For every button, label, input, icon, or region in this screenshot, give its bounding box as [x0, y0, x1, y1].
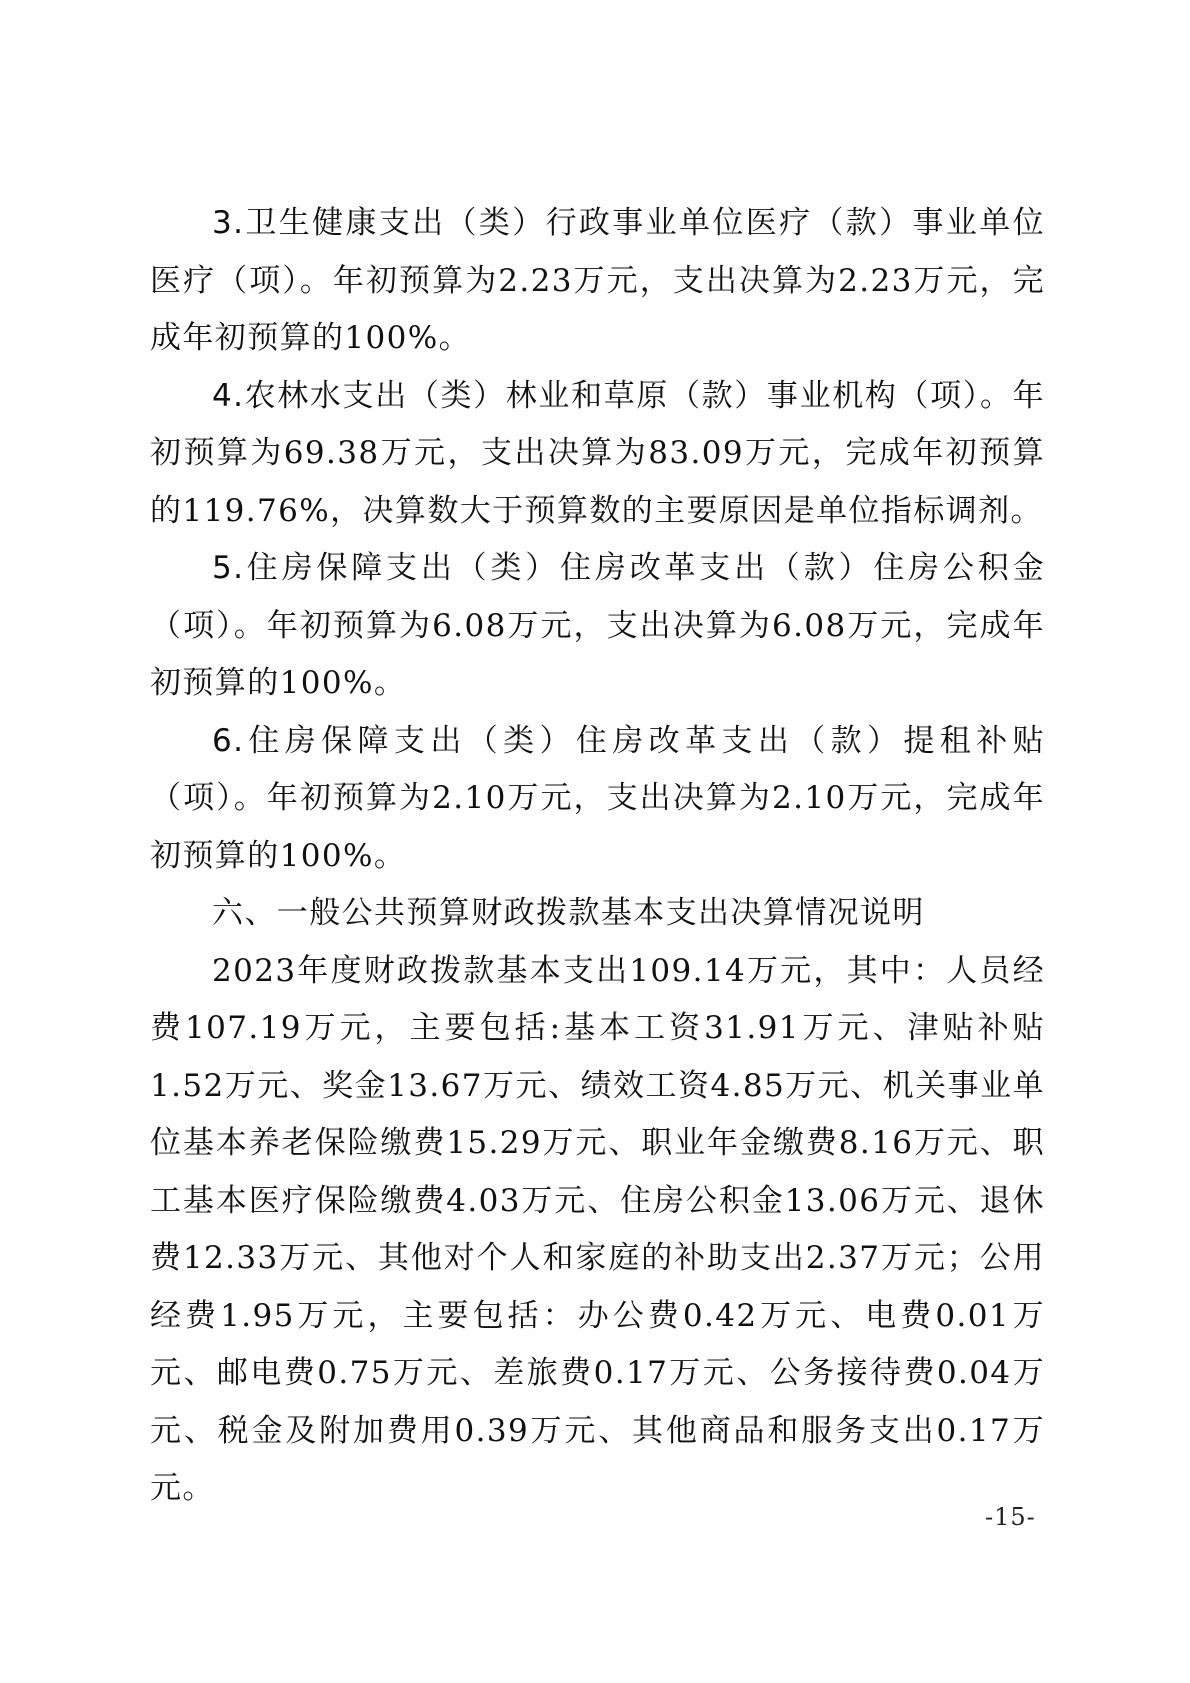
item-4-heading: 4.农林水支出（类）林业和草原（款）事业机构（项）。 — [212, 377, 1013, 414]
item-5-paragraph — [150, 540, 1045, 713]
item-4-body: 年初预算为69.38万元，支出决算为83.09万元，完成年初预算的119.76%，决算数大于预算数的主要原因是单位指标调剂。 — [150, 377, 1045, 529]
document-page — [150, 195, 1045, 1518]
item-3-heading: 3.卫生健康支出（类）行政事业单位医疗（款）事业单位医疗（项）。 — [150, 205, 1045, 299]
item-4-paragraph — [150, 368, 1045, 541]
item-5-heading: 5.住房保障支出（类）住房改革支出（款）住房公积金（项）。 — [150, 550, 1045, 644]
item-3-paragraph — [150, 195, 1045, 368]
page-number: -15- — [985, 1503, 1036, 1531]
item-6-heading: 6.住房保障支出（类）住房改革支出（款）提租补贴（项）。 — [150, 722, 1045, 816]
section-title: 六、一般公共预算财政拨款基本支出决算情况说明 — [212, 895, 925, 931]
item-3-body: 年初预算为2.23万元，支出决算为2.23万元，完成年初预算的100%。 — [150, 262, 1046, 356]
item-6-body: 年初预算为2.10万元，支出决算为2.10万元，完成年初预算的100%。 — [150, 780, 1045, 874]
section-body: 2023年度财政拨款基本支出109.14万元，其中：人员经费107.19万元，主要包括:基本工资31.91万元、津贴补贴1.52万元、奖金13.67万元、绩效工资4.85万元、机关事业单位基本养老保险缴费15.29万元、职业年金缴费8.16万元、职工基本医疗保险缴费4.03万元、住房公积金13.06万元、退休费12.33万元、其他对个人和家庭的补助支出2.37万元；公用经费1.95万元，主要包括：办公费0.42万元、电费0.01万元、邮电费0.75万元、差旅费0.17万元、公务接待费0.04万元、税金及附加费用0.39万元、其他商品和服务支出0.17万元。 — [150, 952, 1045, 1506]
item-6-paragraph — [150, 713, 1045, 886]
item-5-body: 年初预算为6.08万元，支出决算为6.08万元，完成年初预算的100%。 — [150, 607, 1045, 701]
